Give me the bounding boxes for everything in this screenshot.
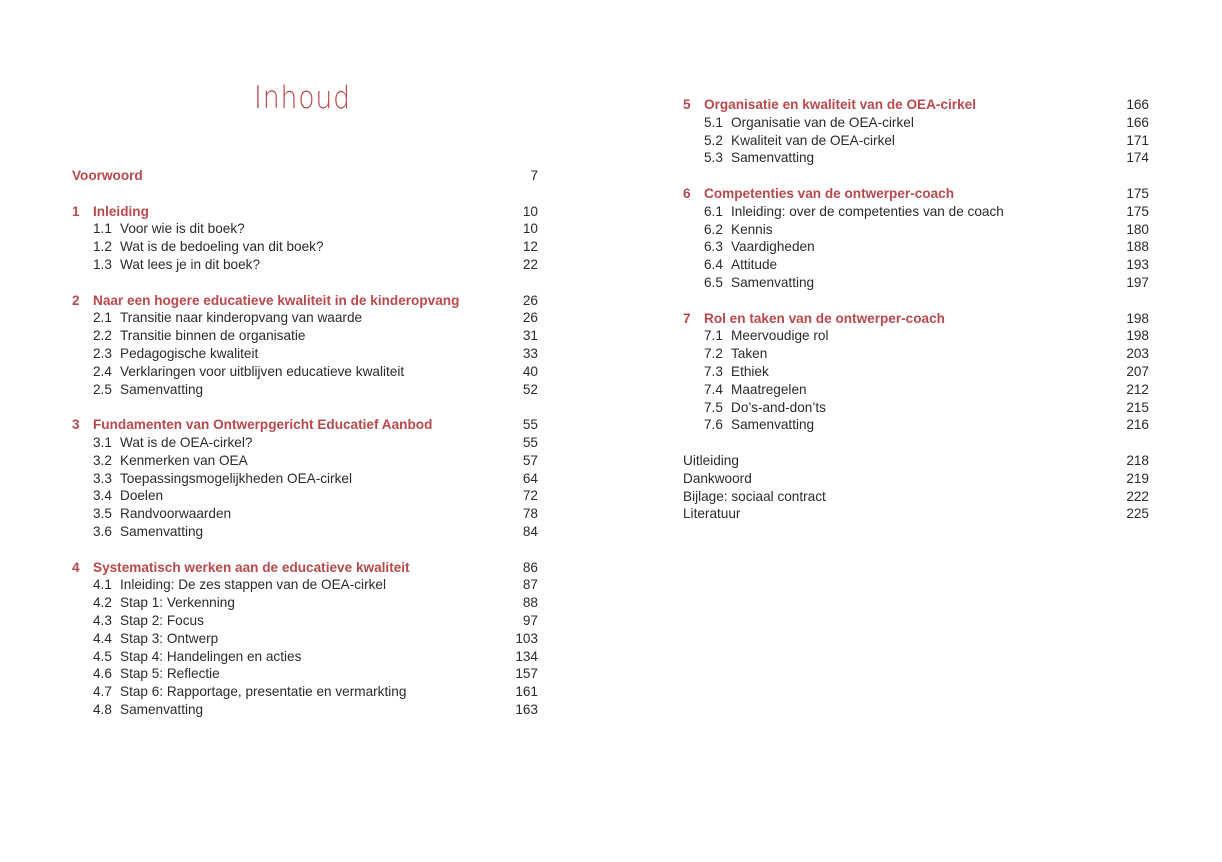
toc-spacer — [683, 292, 1149, 310]
toc-page-number: 7 — [530, 168, 538, 183]
toc-entry-label: Stap 1: Verkenning — [120, 595, 235, 611]
toc-section-entry — [72, 238, 538, 256]
toc-entry-label: Samenvatting — [731, 150, 815, 166]
toc-spacer — [683, 167, 1149, 185]
toc-entry — [683, 488, 1149, 506]
toc-entry-number: 4.3 — [93, 612, 112, 628]
toc-entry-label: Rol en taken van de ontwerper-coach — [704, 310, 945, 326]
toc-entry-number: 6.2 — [704, 221, 723, 237]
toc-section-entry — [683, 238, 1149, 256]
toc-entry-text — [683, 149, 814, 167]
toc-section-entry — [72, 381, 538, 399]
toc-entry-number: 2.3 — [93, 345, 112, 361]
toc-entry-number: 3.2 — [93, 452, 112, 468]
toc-entry-number: 4.1 — [93, 577, 112, 593]
toc-spacer — [72, 398, 538, 416]
toc-entry-number: 5.1 — [704, 114, 723, 130]
toc-page-number: 175 — [1126, 203, 1149, 219]
toc-entry-text — [72, 363, 404, 381]
toc-page-number: 207 — [1126, 363, 1149, 379]
toc-entry-number: 3.5 — [93, 506, 112, 522]
toc-entry-label: Toepassingsmogelijkheden OEA-cirkel — [120, 470, 352, 486]
toc-entry-label: Doelen — [120, 488, 164, 504]
toc-entry-text — [72, 523, 203, 541]
toc-page-number: 174 — [1126, 150, 1149, 166]
toc-entry-number: 3 — [72, 417, 80, 433]
toc-page-number: 180 — [1126, 221, 1149, 237]
toc-section-entry — [72, 470, 538, 488]
toc-entry-label: Bijlage: sociaal contract — [683, 488, 826, 504]
toc-entry-label: Naar een hogere educatieve kwaliteit in de kinderopvang — [93, 292, 460, 308]
toc-page-number: 33 — [522, 345, 538, 361]
toc-entry-text — [72, 648, 301, 666]
toc-entry-number: 7.6 — [704, 417, 723, 433]
toc-entry-text — [72, 345, 258, 363]
toc-entry-text — [683, 256, 777, 274]
toc-entry-text — [683, 185, 954, 203]
toc-entry-text — [72, 630, 218, 648]
toc-page-number: 171 — [1126, 132, 1149, 148]
toc-entry-label: Ethiek — [731, 363, 769, 379]
toc-entry-text — [72, 576, 386, 594]
toc-entry-text — [683, 381, 807, 399]
toc-entry-text — [683, 416, 814, 434]
toc-page-number: 52 — [522, 381, 538, 397]
toc-entry-text — [72, 505, 231, 523]
toc-section-entry — [683, 399, 1149, 417]
toc-section-entry — [72, 220, 538, 238]
toc-entry-number: 2.1 — [93, 310, 112, 326]
toc-entry-text — [72, 203, 149, 221]
toc-entry-number: 4.2 — [93, 595, 112, 611]
toc-entry-label: Stap 3: Ontwerp — [120, 630, 219, 646]
toc-entry-text — [683, 327, 828, 345]
toc-page-number: 163 — [515, 701, 538, 717]
toc-entry-number: 7.1 — [704, 328, 723, 344]
toc-page-number: 55 — [522, 417, 538, 433]
toc-entry-label: Fundamenten van Ontwerpgericht Educatief Aanbod — [93, 417, 433, 433]
toc-entry-label: Taken — [731, 346, 768, 362]
toc-entry-label: Kennis — [731, 221, 773, 237]
toc-entry-number: 1.2 — [93, 239, 112, 255]
toc-section-entry — [683, 363, 1149, 381]
toc-entry-text — [72, 220, 245, 238]
toc-entry-text — [72, 238, 324, 256]
toc-entry-label: Transitie naar kinderopvang van waarde — [120, 310, 363, 326]
toc-spacer — [683, 434, 1149, 452]
toc-left-column — [72, 167, 538, 719]
toc-page-number: 198 — [1126, 310, 1149, 326]
toc-entry-text — [72, 434, 252, 452]
toc-entry-label: Attitude — [731, 257, 778, 273]
toc-page-number: 88 — [522, 595, 538, 611]
toc-entry — [683, 505, 1149, 523]
toc-spacer — [72, 541, 538, 559]
toc-entry-number: 6.1 — [704, 203, 723, 219]
toc-page-number: 10 — [522, 221, 538, 237]
toc-page-number: 161 — [515, 684, 538, 700]
toc-entry-text — [72, 559, 410, 577]
toc-page-number: 197 — [1126, 274, 1149, 290]
toc-page-number: 55 — [522, 434, 538, 450]
toc-page-number: 78 — [522, 506, 538, 522]
toc-entry-text — [72, 256, 260, 274]
toc-section-entry — [72, 683, 538, 701]
toc-entry-number: 4.8 — [93, 701, 112, 717]
toc-entry-number: 2 — [72, 292, 80, 308]
toc-section-entry — [683, 221, 1149, 239]
toc-section-entry — [72, 701, 538, 719]
toc-entry-text — [72, 452, 248, 470]
toc-entry-text — [72, 309, 362, 327]
toc-entry-label: Voor wie is dit boek? — [120, 221, 245, 237]
toc-page-number: 198 — [1126, 328, 1149, 344]
toc-chapter-entry — [683, 96, 1149, 114]
toc-page-number: 84 — [522, 523, 538, 539]
toc-entry-text — [683, 505, 740, 523]
toc-section-entry — [72, 309, 538, 327]
toc-entry-text — [683, 399, 826, 417]
toc-entry-label: Inleiding — [93, 203, 149, 219]
toc-entry-number: 7.2 — [704, 346, 723, 362]
toc-section-entry — [72, 345, 538, 363]
toc-entry-number: 5.3 — [704, 150, 723, 166]
toc-section-entry — [72, 434, 538, 452]
toc-section-entry — [72, 256, 538, 274]
toc-entry-number: 6.5 — [704, 274, 723, 290]
toc-chapter-entry — [72, 292, 538, 310]
toc-page-number: 72 — [522, 488, 538, 504]
toc-page-number: 64 — [522, 470, 538, 486]
toc-entry-number: 5.2 — [704, 132, 723, 148]
toc-page-number: 222 — [1126, 488, 1149, 504]
toc-page-number: 26 — [522, 292, 538, 308]
toc-page-number: 97 — [522, 612, 538, 628]
toc-section-entry — [72, 523, 538, 541]
toc-entry-label: Wat is de OEA-cirkel? — [120, 434, 253, 450]
toc-entry-number: 6.3 — [704, 239, 723, 255]
toc-entry-number: 1.3 — [93, 256, 112, 272]
toc-entry-label: Samenvatting — [731, 274, 815, 290]
toc-chapter-entry — [72, 203, 538, 221]
toc-entry-label: Organisatie van de OEA-cirkel — [731, 114, 914, 130]
toc-spacer — [72, 185, 538, 203]
toc-entry-label: Stap 5: Reflectie — [120, 666, 220, 682]
toc-entry-number: 7.3 — [704, 363, 723, 379]
toc-entry-label: Pedagogische kwaliteit — [120, 345, 259, 361]
toc-entry-text — [72, 683, 406, 701]
toc-entry-number: 4.5 — [93, 648, 112, 664]
toc-entry-label: Verklaringen voor uitblijven educatieve kwaliteit — [120, 363, 405, 379]
toc-page-number: 103 — [515, 630, 538, 646]
toc-entry-number: 6 — [683, 185, 691, 201]
toc-entry-label: Do’s-and-don’ts — [731, 399, 826, 415]
toc-entry-number: 7 — [683, 310, 691, 326]
toc-entry-text — [683, 132, 895, 150]
toc-entry-number: 4 — [72, 559, 80, 575]
toc-section-entry — [683, 327, 1149, 345]
toc-entry-number: 2.2 — [93, 328, 112, 344]
toc-entry-label: Kenmerken van OEA — [120, 452, 248, 468]
toc-page-number: 31 — [522, 328, 538, 344]
toc-entry-text — [72, 701, 203, 719]
toc-entry-text — [72, 470, 352, 488]
toc-entry-label: Vaardigheden — [731, 239, 815, 255]
toc-entry-label: Organisatie en kwaliteit van de OEA-cirkel — [704, 97, 976, 112]
toc-section-entry — [683, 203, 1149, 221]
toc-entry-number: 4.7 — [93, 684, 112, 700]
toc-page-number: 215 — [1126, 399, 1149, 415]
toc-section-entry — [72, 612, 538, 630]
toc-section-entry — [683, 381, 1149, 399]
toc-section-entry — [72, 452, 538, 470]
toc-chapter-entry — [72, 559, 538, 577]
toc-entry-text — [683, 345, 767, 363]
toc-entry-text — [72, 594, 235, 612]
toc-entry-label: Maatregelen — [731, 381, 807, 397]
toc-entry-text — [72, 292, 459, 310]
toc-section-entry — [72, 363, 538, 381]
toc-entry-label: Samenvatting — [120, 523, 204, 539]
toc-entry-text — [683, 238, 815, 256]
toc-entry-number: 3.6 — [93, 523, 112, 539]
toc-entry-label: Kwaliteit van de OEA-cirkel — [731, 132, 895, 148]
toc-page-number: 87 — [522, 577, 538, 593]
toc-entry-label: Samenvatting — [731, 417, 815, 433]
toc-section-entry — [683, 416, 1149, 434]
toc-spacer — [72, 274, 538, 292]
toc-entry — [683, 470, 1149, 488]
toc-right-column — [683, 96, 1149, 523]
toc-entry-text — [683, 488, 826, 506]
toc-chapter-entry — [72, 167, 538, 185]
toc-entry-label: Randvoorwaarden — [120, 506, 232, 522]
toc-entry-label: Competenties van de ontwerper-coach — [704, 185, 955, 201]
toc-page-number: 86 — [522, 559, 538, 575]
toc-section-entry — [72, 576, 538, 594]
toc-page-number: 22 — [522, 256, 538, 272]
page-title: Inhoud — [254, 80, 351, 116]
toc-entry-text — [683, 452, 739, 470]
toc-entry-text — [72, 416, 432, 434]
toc-entry-text — [72, 327, 305, 345]
toc-page-number: 225 — [1126, 506, 1149, 522]
toc-entry-number: 7.5 — [704, 399, 723, 415]
toc-entry-number: 5 — [683, 97, 691, 112]
toc-page-number: 219 — [1126, 470, 1149, 486]
toc-entry-number: 3.1 — [93, 434, 112, 450]
toc-entry-text — [683, 274, 814, 292]
toc-entry-text — [683, 470, 752, 488]
toc-page-number: 166 — [1126, 97, 1149, 112]
toc-section-entry — [72, 630, 538, 648]
toc-entry-label: Transitie binnen de organisatie — [120, 328, 306, 344]
toc-entry-number: 3.3 — [93, 470, 112, 486]
toc-entry-label: Systematisch werken aan de educatieve kwaliteit — [93, 559, 410, 575]
toc-page-number: 218 — [1126, 452, 1149, 468]
toc-chapter-entry — [683, 310, 1149, 328]
toc-entry — [683, 452, 1149, 470]
toc-entry-text — [72, 167, 143, 185]
toc-entry-number: 3.4 — [93, 488, 112, 504]
toc-entry-label: Stap 2: Focus — [120, 612, 204, 628]
toc-entry-text — [683, 310, 945, 328]
toc-entry-number: 7.4 — [704, 381, 723, 397]
toc-page-number: 12 — [522, 239, 538, 255]
toc-entry-text — [683, 363, 769, 381]
toc-page-number: 188 — [1126, 239, 1149, 255]
toc-entry-number: 6.4 — [704, 257, 723, 273]
toc-entry-label: Literatuur — [683, 506, 741, 522]
toc-entry-text — [683, 221, 773, 239]
toc-entry-number: 1.1 — [93, 221, 112, 237]
toc-page-number: 216 — [1126, 417, 1149, 433]
toc-page-number: 10 — [522, 203, 538, 219]
toc-page-number: 26 — [522, 310, 538, 326]
toc-entry-label: Stap 4: Handelingen en acties — [120, 648, 302, 664]
toc-section-entry — [683, 114, 1149, 132]
toc-entry-number: 2.4 — [93, 363, 112, 379]
toc-entry-text — [683, 203, 1004, 221]
toc-section-entry — [72, 327, 538, 345]
toc-chapter-entry — [72, 416, 538, 434]
toc-page-number: 57 — [522, 452, 538, 468]
toc-entry-text — [72, 665, 220, 683]
toc-section-entry — [683, 149, 1149, 167]
toc-entry-text — [683, 96, 976, 114]
toc-entry-number: 4.4 — [93, 630, 112, 646]
toc-chapter-entry — [683, 185, 1149, 203]
toc-entry-text — [683, 114, 914, 132]
toc-section-entry — [683, 256, 1149, 274]
toc-page-number: 193 — [1126, 257, 1149, 273]
toc-page-number: 203 — [1126, 346, 1149, 362]
toc-page-number: 175 — [1126, 185, 1149, 201]
toc-section-entry — [683, 274, 1149, 292]
toc-page-number: 40 — [522, 363, 538, 379]
toc-entry-label: Inleiding: De zes stappen van de OEA-cirkel — [120, 577, 386, 593]
toc-entry-number: 4.6 — [93, 666, 112, 682]
toc-entry-number: 1 — [72, 203, 80, 219]
toc-entry-label: Samenvatting — [120, 381, 204, 397]
toc-page-number: 134 — [515, 648, 538, 664]
toc-section-entry — [72, 505, 538, 523]
toc-entry-label: Wat is de bedoeling van dit boek? — [120, 239, 324, 255]
toc-section-entry — [72, 648, 538, 666]
toc-entry-number: 2.5 — [93, 381, 112, 397]
toc-section-entry — [683, 345, 1149, 363]
toc-section-entry — [72, 594, 538, 612]
toc-entry-label: Meervoudige rol — [731, 328, 829, 344]
toc-entry-text — [72, 612, 204, 630]
toc-entry-label: Stap 6: Rapportage, presentatie en vermarkting — [120, 684, 407, 700]
toc-entry-text — [72, 487, 163, 505]
toc-entry-label: Dankwoord — [683, 470, 752, 486]
toc-entry-text — [72, 381, 203, 399]
toc-entry-label: Samenvatting — [120, 701, 204, 717]
toc-entry-label: Wat lees je in dit boek? — [120, 256, 261, 272]
toc-page-number: 166 — [1126, 114, 1149, 130]
toc-section-entry — [72, 487, 538, 505]
toc-page-number: 157 — [515, 666, 538, 682]
toc-entry-label: Inleiding: over de competenties van de coach — [731, 203, 1004, 219]
toc-section-entry — [683, 132, 1149, 150]
toc-page-number: 212 — [1126, 381, 1149, 397]
toc-entry-label: Uitleiding — [683, 452, 739, 468]
toc-section-entry — [72, 665, 538, 683]
toc-entry-label: Voorwoord — [72, 168, 143, 183]
